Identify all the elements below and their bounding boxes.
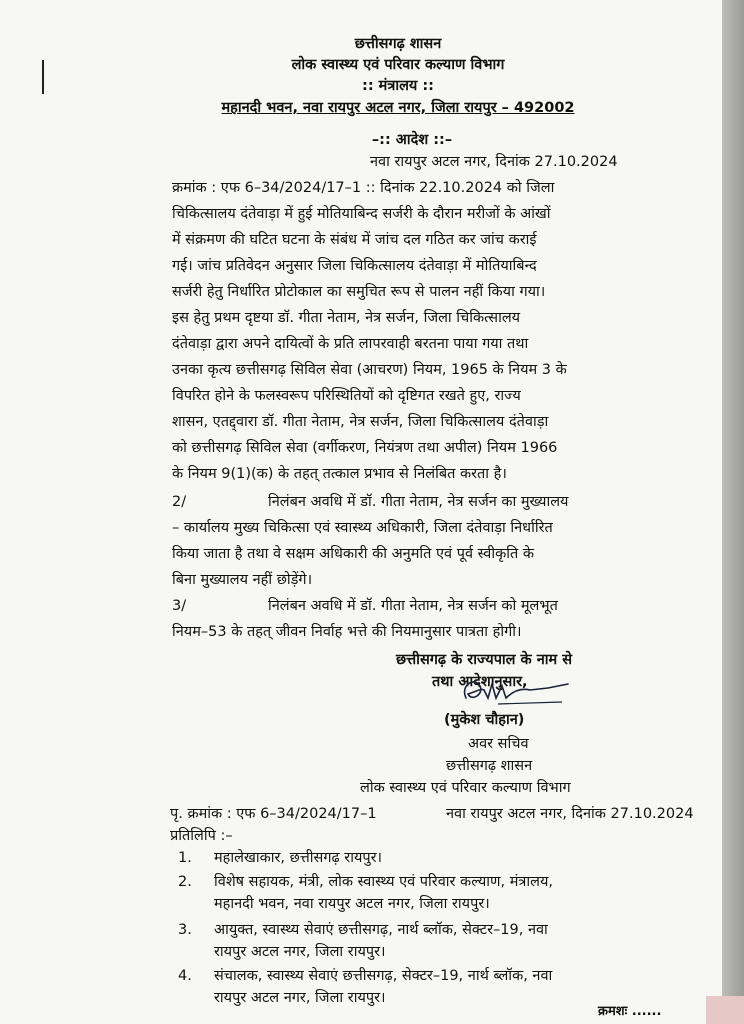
copy-item-line: विशेष सहायक, मंत्री, लोक स्वास्थ्य एवं परिवार कल्याण, मंत्रालय, <box>214 874 553 890</box>
copy-item-line: आयुक्त, स्वास्थ्य सेवाएं छत्तीसगढ़, नार्थ ब्लॉक, सेक्टर–19, नवा <box>214 922 548 938</box>
signatory-designation: अवर सचिव <box>468 736 529 752</box>
para1-line: में संक्रमण की घटित घटना के संबंध में जांच दल गठित कर जांच कराई <box>172 232 537 248</box>
copy-item-number: 2. <box>178 874 192 890</box>
signatory-govt: छत्तीसगढ़ शासन <box>446 758 533 774</box>
para1-line: को छत्तीसगढ़ सिविल सेवा (वर्गीकरण, नियंत्रण तथा अपील) नियम 1966 <box>172 440 558 456</box>
copy-item-line: महानदी भवन, नवा रायपुर अटल नगर, जिला रायपुर। <box>214 896 490 912</box>
order-place-date: नवा रायपुर अटल नगर, दिनांक 27.10.2024 <box>370 154 618 170</box>
para3-number: 3/ <box>172 598 187 614</box>
para2-line: बिना मुख्यालय नहीं छोड़ेंगे। <box>172 572 313 588</box>
header-govt: छत्तीसगढ़ शासन <box>354 36 442 52</box>
handwritten-signature <box>458 672 578 712</box>
para1-line: चिकित्सालय दंतेवाड़ा में हुई मोतियाबिन्द सर्जरी के दौरान मरीजों के आंखों <box>172 206 551 222</box>
para1-line: दंतेवाड़ा द्वारा अपने दायित्वों के प्रति लापरवाही बरतना पाया गया तथा <box>172 336 529 352</box>
copy-item-line: संचालक, स्वास्थ्य सेवाएं छत्तीसगढ़, सेक्टर–19, नार्थ ब्लॉक, नवा <box>214 968 553 984</box>
para3-line: नियम–53 के तहत् जीवन निर्वाह भत्ते की नियमानुसार पात्रता होगी। <box>172 624 522 640</box>
para2-number: 2/ <box>172 494 187 510</box>
para1-line: विपरित होने के फलस्वरूप परिस्थितियों को दृष्टिगत रखते हुए, राज्य <box>172 388 521 404</box>
para1-line: के नियम 9(1)(क) के तहत् तत्काल प्रभाव से निलंबित करता है। <box>172 466 507 482</box>
copy-item-number: 3. <box>178 922 192 938</box>
signature-order: तथा आदेशानुसार, <box>432 674 528 690</box>
para1-line: शासन, एतद्द्वारा डॉ. गीता नेताम, नेत्र सर्जन, जिला चिकित्सालय दंतेवाड़ा <box>172 414 549 430</box>
para2-line: निलंबन अवधि में डॉ. गीता नेताम, नेत्र सर्जन का मुख्यालय <box>268 494 569 510</box>
para1-line: गई। जांच प्रतिवेदन अनुसार जिला चिकित्सालय दंतेवाड़ा में मोतियाबिन्द <box>172 258 537 274</box>
copy-item-number: 1. <box>178 850 192 866</box>
signatory-department: लोक स्वास्थ्य एवं परिवार कल्याण विभाग <box>360 780 571 796</box>
para2-line: – कार्यालय मुख्य चिकित्सा एवं स्वास्थ्य अधिकारी, जिला दंतेवाड़ा निर्धारित <box>172 520 553 536</box>
header-ministry: :: मंत्रालय :: <box>362 78 434 94</box>
copy-place-date: नवा रायपुर अटल नगर, दिनांक 27.10.2024 <box>446 806 694 822</box>
signature-authority: छत्तीसगढ़ के राज्यपाल के नाम से <box>396 652 573 668</box>
margin-mark <box>42 60 44 94</box>
page-edge-shadow <box>722 0 744 1024</box>
para1-line: इस हेतु प्रथम दृष्टया डॉ. गीता नेताम, नेत्र सर्जन, जिला चिकित्सालय <box>172 310 521 326</box>
corner-patch <box>706 996 744 1024</box>
para1-line: क्रमांक : एफ 6–34/2024/17–1 :: दिनांक 22.10.2024 को जिला <box>172 180 555 196</box>
copy-item-line: रायपुर अटल नगर, जिला रायपुर। <box>214 990 386 1006</box>
para1-line: सर्जरी हेतु निर्धारित प्रोटोकाल का समुचित रूप से पालन नहीं किया गया। <box>172 284 546 300</box>
copy-reference: पृ. क्रमांक : एफ 6–34/2024/17–1 <box>170 806 377 822</box>
para3-line: निलंबन अवधि में डॉ. गीता नेताम, नेत्र सर्जन को मूलभूत <box>268 598 558 614</box>
copy-item-line: रायपुर अटल नगर, जिला रायपुर। <box>214 944 386 960</box>
order-title: –:: आदेश ::– <box>371 132 453 148</box>
continued-marker: क्रमशः ...... <box>598 1004 662 1019</box>
copy-item-line: महालेखाकार, छत्तीसगढ़ रायपुर। <box>214 850 383 866</box>
copy-item-number: 4. <box>178 968 192 984</box>
para1-line: उनका कृत्य छत्तीसगढ़ सिविल सेवा (आचरण) नियम, 1965 के नियम 3 के <box>172 362 567 378</box>
para2-line: किया जाता है तथा वे सक्षम अधिकारी की अनुमति एवं पूर्व स्वीकृति के <box>172 546 534 562</box>
header-department: लोक स्वास्थ्य एवं परिवार कल्याण विभाग <box>291 57 505 73</box>
signatory-name: (मुकेश चौहान) <box>444 712 525 728</box>
copy-heading: प्रतिलिपि :– <box>170 828 233 844</box>
header-address: महानदी भवन, नवा रायपुर अटल नगर, जिला रायपुर – 492002 <box>221 100 575 116</box>
